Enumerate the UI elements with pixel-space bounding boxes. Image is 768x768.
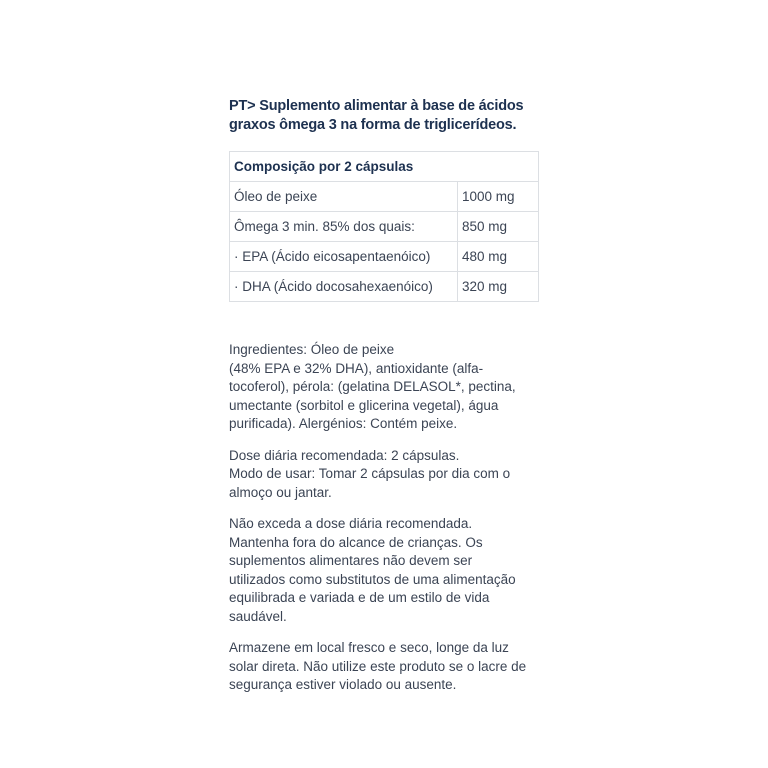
dosage-paragraph bbox=[229, 447, 549, 503]
composition-table bbox=[229, 151, 539, 302]
product-heading bbox=[229, 97, 549, 135]
label-text-block bbox=[229, 341, 549, 695]
storage-paragraph bbox=[229, 639, 549, 695]
text-line: solar direta. Não utilize este produto se o lacre de bbox=[229, 658, 527, 674]
text-line: Ingredientes: Óleo de peixe bbox=[229, 342, 395, 357]
text-line: utilizados como substitutos de uma alimentação bbox=[229, 571, 516, 587]
ingredient-amount: 1000 mg bbox=[458, 182, 539, 212]
text-line: saudável. bbox=[229, 608, 287, 624]
ingredient-amount: 320 mg bbox=[458, 272, 539, 302]
ingredient-amount: 480 mg bbox=[458, 242, 539, 272]
ingredient-name: · DHA (Ácido docosahexaenóico) bbox=[230, 272, 458, 302]
text-line: segurança estiver violado ou ausente. bbox=[229, 677, 457, 692]
text-line: (48% EPA e 32% DHA), antioxidante (alfa- bbox=[229, 360, 484, 376]
ingredient-name: Óleo de peixe bbox=[230, 182, 458, 212]
text-line: Mantenha fora do alcance de crianças. Os bbox=[229, 534, 483, 550]
table-row bbox=[230, 242, 539, 272]
ingredient-name: · EPA (Ácido eicosapentaenóico) bbox=[230, 242, 458, 272]
warnings-paragraph bbox=[229, 515, 549, 626]
ingredient-name: Ômega 3 min. 85% dos quais: bbox=[230, 212, 458, 242]
table-row bbox=[230, 212, 539, 242]
text-line: Modo de usar: Tomar 2 cápsulas por dia com o bbox=[229, 466, 511, 481]
ingredients-paragraph bbox=[229, 341, 549, 434]
text-line: Dose diária recomendada: 2 cápsulas. bbox=[229, 447, 460, 463]
product-label bbox=[229, 97, 549, 708]
text-line: purificada). Alergénios: Contém peixe. bbox=[229, 416, 458, 431]
ingredient-amount: 850 mg bbox=[458, 212, 539, 242]
text-line: suplementos alimentares não devem ser bbox=[229, 553, 473, 568]
text-line: equilibrada e variada e de um estilo de vida bbox=[229, 590, 490, 605]
heading-line-2: graxos ômega 3 na forma de triglicerídeos. bbox=[229, 117, 517, 133]
composition-header: Composição por 2 cápsulas bbox=[230, 152, 539, 182]
text-line: almoço ou jantar. bbox=[229, 484, 332, 500]
heading-line-1: PT> Suplemento alimentar à base de ácidos bbox=[229, 98, 524, 114]
text-line: umectante (sorbitol e glicerina vegetal), água bbox=[229, 397, 499, 413]
text-line: tocoferol), pérola: (gelatina DELASOL*, pectina, bbox=[229, 379, 516, 394]
table-row bbox=[230, 182, 539, 212]
composition-header-row bbox=[230, 152, 539, 182]
text-line: Não exceda a dose diária recomendada. bbox=[229, 516, 473, 531]
text-line: Armazene em local fresco e seco, longe da luz bbox=[229, 640, 509, 655]
table-row bbox=[230, 272, 539, 302]
